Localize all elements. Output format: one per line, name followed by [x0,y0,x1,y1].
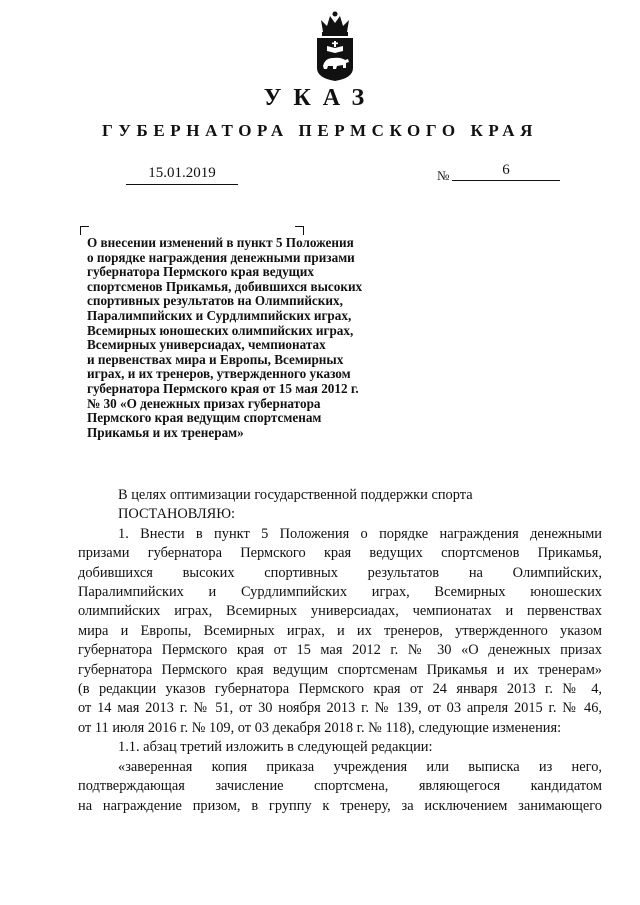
quote-paragraph [78,758,602,816]
paragraph-line: губернатора Пермского края ведущим спортсменам Прикамья и их тренерам» [78,661,602,678]
paragraph-line: на награждение призом, в группу к тренеру, за исключением занимающего [78,797,602,814]
perm-krai-coat-of-arms-icon [313,10,357,82]
date-field [126,160,238,185]
number-field [452,160,560,181]
paragraph-line: губернатора Пермского края от 15 мая 2012 г. № 30 «О денежных призах [78,642,602,659]
paragraph-line: от 11 июля 2016 г. № 109, от 03 декабря 2018 г. № 118), следующие изменения: [78,719,562,736]
paragraph-line: от 14 мая 2013 г. № 51, от 30 ноября 2013 г. № 139, от 03 апреля 2015 г. № 46, [78,700,602,717]
decree-number: 6 [502,162,510,178]
decree-body [78,486,602,816]
paragraph-line: мира и Европы, Всемирных играх, и их тренеров, утвержденного указом [78,622,602,639]
number-sign: № [437,168,450,183]
decree-word: ПОСТАНОВЛЯЮ: [118,506,236,523]
item-1-paragraph [78,525,602,738]
paragraph-line: подтверждающая зачисление спортсмена, являющегося кандидатом [78,778,602,795]
intro-paragraph: В целях оптимизации государственной поддержки спорта [118,487,473,503]
paragraph-line: Паралимпийских и Сурдлимпийских играх, Всемирных юношеских [78,584,602,601]
paragraph-line: «заверенная копия приказа учреждения или выписка из него, [118,758,602,775]
decree-subtitle: ГУБЕРНАТОРА ПЕРМСКОГО КРАЯ [102,121,538,140]
paragraph-line: призами губернатора Пермского края ведущих спортсменов Прикамья, [78,545,602,562]
subject-bracket-left [80,226,89,235]
subject-bracket-right [295,226,304,235]
paragraph-line: (в редакции указов губернатора Пермского края от 24 января 2013 г. № 4, [78,681,602,698]
paragraph-line: 1. Внести в пункт 5 Положения о порядке награждения денежными [118,525,602,542]
decree-title: УКАЗ [263,85,377,111]
decree-date: 15.01.2019 [148,165,216,181]
decree-subject: О внесении изменений в пункт 5 Положения о порядке награждения денежными призами губернатора Пермского края ведущих спортсменов Прикамья, добившихся высоких спортивных результатов на Олимпийских, Паралимпийских и Сурдлимпийских играх, Всемирных юношеских олимпийских играх, Всемирных универсиадах, чемпионатах и первенствах мира и Европы, Всемирных играх, и их тренеров, утвержденного указом губернатора Пермского края от 15 мая 2012 г. № 30 «О денежных призах губернатора Пермского края ведущим спортсменам Прикамья и их тренерам» [87,235,363,440]
paragraph-line: добившихся высоких спортивных результатов на Олимпийских, [78,564,602,581]
paragraph-line: олимпийских играх, Всемирных универсиадах, чемпионатах и первенствах [78,603,602,620]
item-1-1-paragraph: 1.1. абзац третий изложить в следующей редакции: [118,739,433,756]
